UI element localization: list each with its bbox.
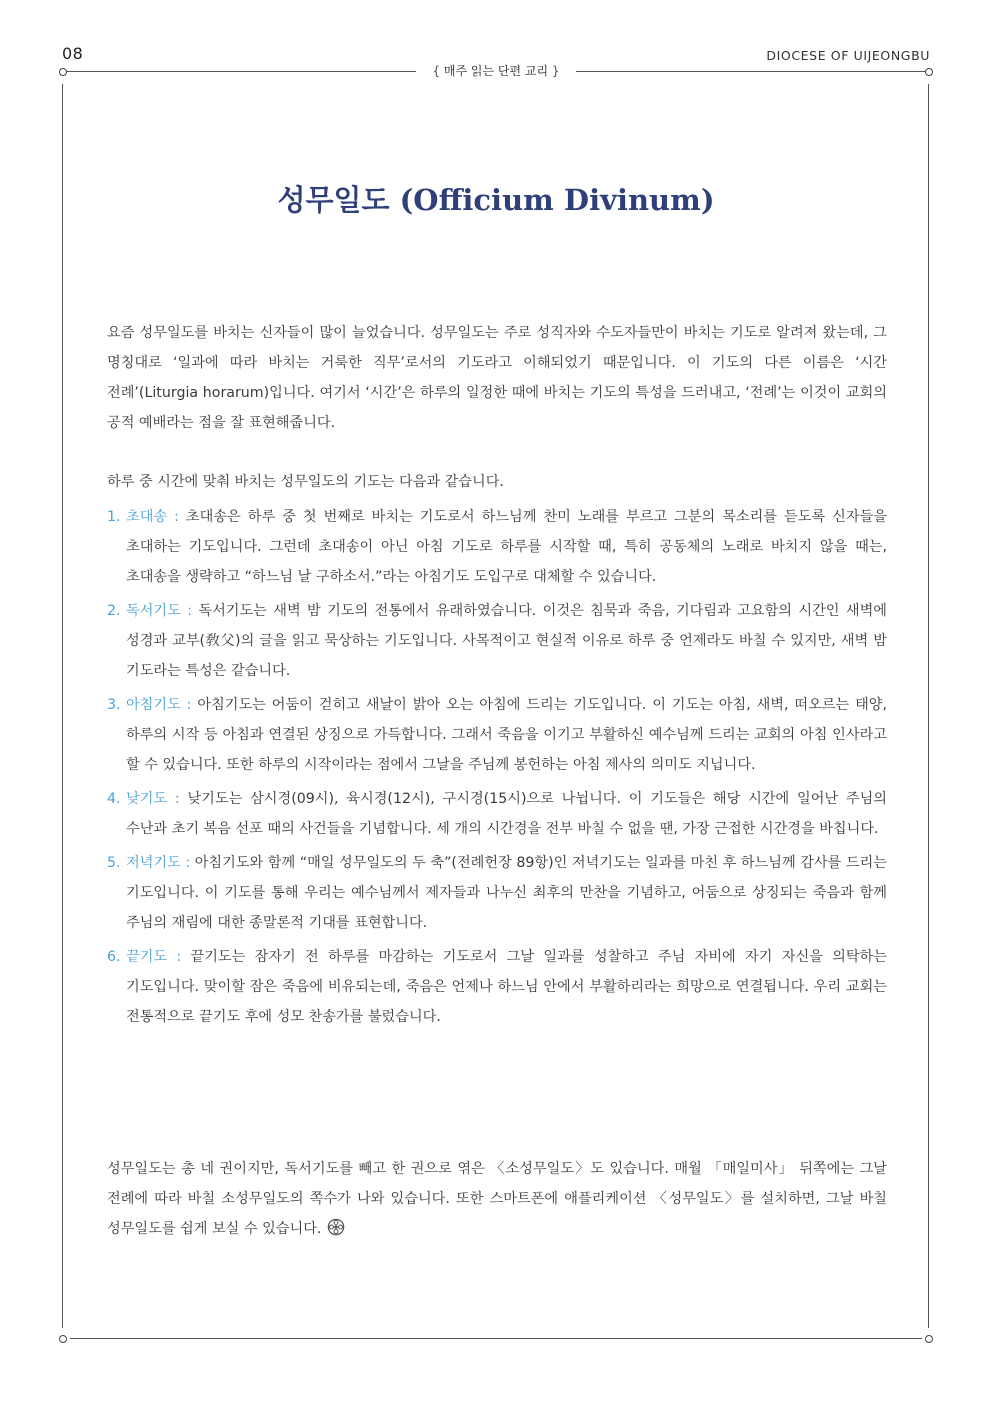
closing-text: 성무일도는 총 네 권이지만, 독서기도를 빼고 한 권으로 엮은 〈소성무일도〉도 있습니다. 매월 「매일미사」 뒤쪽에는 그날 전례에 따라 바칠 소성무일도의 쪽수가 나와 있습니다. 또한 스마트폰에 애플리케이션 〈성무일도〉를 설치하면, 그날 바칠 성무일도를 쉽게 보실 수 있습니다. <box>107 1161 887 1237</box>
list-item-term: 초대송 : <box>126 509 179 525</box>
page-number: 08 <box>62 44 84 63</box>
frame-corner-dot <box>59 1335 67 1343</box>
series-label-text: 매주 읽는 단편 교리 <box>443 64 549 78</box>
list-item <box>107 942 887 1032</box>
ornament-end-icon <box>327 1218 345 1236</box>
frame-corner-dot <box>925 1335 933 1343</box>
list-item-term: 아침기도 : <box>126 697 192 713</box>
frame-left <box>62 84 63 1328</box>
list-item-number: 6. <box>107 949 121 965</box>
list-item-number: 4. <box>107 791 121 807</box>
page-title: 성무일도 (Officium Divinum) <box>277 183 715 217</box>
list-item-text: 아침기도는 어둠이 걷히고 새날이 밝아 오는 아침에 드리는 기도입니다. 이 기도는 아침, 새벽, 떠오르는 태양, 하루의 시작 등 아침과 연결된 상징으로 가득합니다. 그래서 죽음을 이기고 부활하신 예수님께 드리는 교회의 아침 인사라고 할 수 있습니다. 또한 하루의 시작이라는 점에서 그날을 주님께 봉헌하는 아침 제사의 의미도 지닙니다. <box>126 697 887 773</box>
intro-paragraph: 요즘 성무일도를 바치는 신자들이 많이 늘었습니다. 성무일도는 주로 성직자와 수도자들만이 바치는 기도로 알려져 왔는데, 그 명칭대로 ‘일과에 따라 바치는 거룩한 직무’로서의 기도라고 이해되었기 때문입니다. 이 기도의 다른 이름은 ‘시간 전례’(Liturgia horarum)입니다. 여기서 ‘시간’은 하루의 일정한 때에 바치는 기도의 특성을 드러내고, ‘전례’는 이것이 교회의 공적 예배라는 점을 잘 표현해줍니다. <box>107 325 887 431</box>
list-item-number: 1. <box>107 509 121 525</box>
list-item-number: 5. <box>107 855 121 871</box>
frame-top-left <box>66 71 416 72</box>
frame-corner-dot <box>59 68 67 76</box>
list-item <box>107 848 887 938</box>
list-item-term: 끝기도 : <box>126 949 182 965</box>
list-item <box>107 596 887 686</box>
frame-top-right <box>576 71 926 72</box>
prayer-list <box>107 502 887 1036</box>
list-item-term: 저녁기도 : <box>126 855 191 871</box>
list-item <box>107 690 887 780</box>
list-intro: 하루 중 시간에 맞춰 바치는 성무일도의 기도는 다음과 같습니다. <box>107 474 504 490</box>
list-item-term: 낮기도 : <box>126 791 180 807</box>
list-item <box>107 784 887 844</box>
list-item-term: 독서기도 : <box>126 603 192 619</box>
frame-corner-dot <box>925 68 933 76</box>
list-item-text: 끝기도는 잠자기 전 하루를 마감하는 기도로서 그날 일과를 성찰하고 주님 자비에 자기 자신을 의탁하는 기도입니다. 맞이할 잠은 죽음에 비유되는데, 죽음은 언제나 하느님 안에서 부활하리라는 희망으로 연결됩니다. 우리 교회는 전통적으로 끝기도 후에 성모 찬송가를 불렀습니다. <box>126 949 887 1025</box>
diocese-name: DIOCESE OF UIJEONGBU <box>766 48 930 63</box>
series-label <box>418 62 574 79</box>
frame-bottom <box>70 1338 922 1339</box>
brace-open: { <box>432 64 441 78</box>
closing-paragraph <box>107 1154 887 1244</box>
frame-right <box>928 84 929 1328</box>
list-item-text: 초대송은 하루 중 첫 번째로 바치는 기도로서 하느님께 찬미 노래를 부르고 그분의 목소리를 듣도록 신자들을 초대하는 기도입니다. 그런데 초대송이 아닌 아침 기도로 하루를 시작할 때, 특히 공동체의 노래로 바치지 않을 때는, 초대송을 생략하고 “하느님 날 구하소서.”라는 아침기도 도입구로 대체할 수 있습니다. <box>126 509 887 585</box>
list-item-text: 낮기도는 삼시경(09시), 육시경(12시), 구시경(15시)으로 나뉩니다. 이 기도들은 해당 시간에 일어난 주님의 수난과 초기 복음 선포 때의 사건들을 기념합니다. 세 개의 시간경을 전부 바칠 수 없을 땐, 가장 근접한 시간경을 바칩니다. <box>126 791 887 837</box>
brace-close: } <box>551 64 560 78</box>
list-item-number: 2. <box>107 603 121 619</box>
list-item <box>107 502 887 592</box>
list-item-number: 3. <box>107 697 121 713</box>
list-item-text: 아침기도와 함께 “매일 성무일도의 두 축”(전례헌장 89항)인 저녁기도는 일과를 마친 후 하느님께 감사를 드리는 기도입니다. 이 기도를 통해 우리는 예수님께서 제자들과 나누신 최후의 만찬을 기념하고, 어둠으로 상징되는 죽음과 함께 주님의 재림에 대한 종말론적 기대를 표현합니다. <box>126 855 887 931</box>
list-item-text: 독서기도는 새벽 밤 기도의 전통에서 유래하였습니다. 이것은 침묵과 죽음, 기다림과 고요함의 시간인 새벽에 성경과 교부(敎父)의 글을 읽고 묵상하는 기도입니다. 사목적이고 현실적 이유로 하루 중 언제라도 바칠 수 있지만, 새벽 밤 기도라는 특성은 같습니다. <box>126 603 887 679</box>
